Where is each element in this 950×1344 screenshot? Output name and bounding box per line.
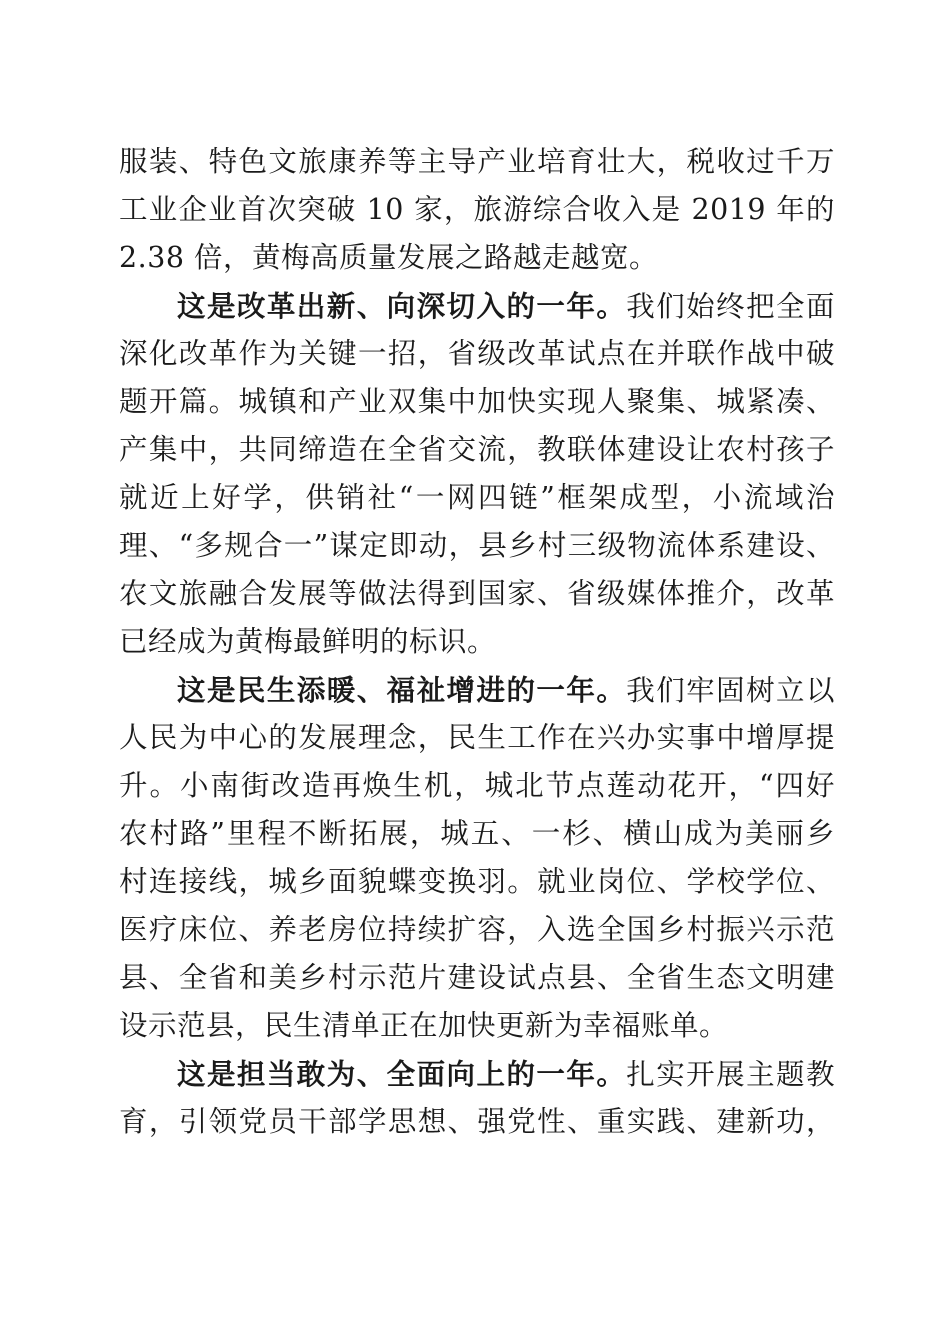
text-line: 产集中，共同缔造在全省交流，教联体建设让农村孩子 xyxy=(119,433,835,466)
text-run: 扎实开展主题教 xyxy=(626,1058,835,1091)
text-line: 人民为中心的发展理念，民生工作在兴办实事中增厚提 xyxy=(119,721,835,754)
text-line: 县、全省和美乡村示范片建设试点县、全省生态文明建 xyxy=(119,961,835,994)
text-run: 我们始终把全面 xyxy=(626,290,835,323)
text-line: 育，引领党员干部学思想、强党性、重实践、建新功， xyxy=(119,1105,835,1138)
paragraph-first-line xyxy=(119,1050,835,1098)
text-line: 设示范县，民生清单正在加快更新为幸福账单。 xyxy=(119,1009,729,1042)
text-line: 农文旅融合发展等做法得到国家、省级媒体推介，改革 xyxy=(119,577,835,610)
paragraph-lead-heading: 这是改革出新、向深切入的一年。 xyxy=(177,289,627,323)
text-line: 村连接线，城乡面貌蝶变换羽。就业岗位、学校学位、 xyxy=(119,865,835,898)
paragraph-industry-growth xyxy=(119,138,835,282)
text-run: 我们牢固树立以 xyxy=(626,674,835,707)
text-line: 升。小南街改造再焕生机，城北节点莲动花开，“四好 xyxy=(119,769,835,802)
text-line: 医疗床位、养老房位持续扩容，入选全国乡村振兴示范 xyxy=(119,913,835,946)
paragraph-livelihood xyxy=(119,666,835,1050)
text-line: 农村路”里程不断拓展，城五、一杉、横山成为美丽乡 xyxy=(119,817,835,850)
paragraph-first-line xyxy=(119,666,835,714)
paragraph-first-line xyxy=(119,282,835,330)
paragraph-lead-heading: 这是民生添暖、福祉增进的一年。 xyxy=(177,673,627,707)
text-line: 题开篇。城镇和产业双集中加快实现人聚集、城紧凑、 xyxy=(119,385,835,418)
text-line: 工业企业首次突破 10 家，旅游综合收入是 2019 年的 xyxy=(119,193,835,226)
text-line: 已经成为黄梅最鲜明的标识。 xyxy=(119,625,497,658)
paragraph-responsibility xyxy=(119,1050,835,1146)
paragraph-lead-heading: 这是担当敢为、全面向上的一年。 xyxy=(177,1057,627,1091)
document-body xyxy=(119,138,835,1146)
paragraph-reform xyxy=(119,282,835,666)
text-line: 深化改革作为关键一招，省级改革试点在并联作战中破 xyxy=(119,337,835,370)
text-line: 2.38 倍，黄梅高质量发展之路越走越宽。 xyxy=(119,241,659,274)
text-line: 理、“多规合一”谋定即动，县乡村三级物流体系建设、 xyxy=(119,529,835,562)
text-line: 就近上好学，供销社“一网四链”框架成型，小流域治 xyxy=(119,481,835,514)
text-line: 服装、特色文旅康养等主导产业培育壮大，税收过千万 xyxy=(119,145,835,178)
